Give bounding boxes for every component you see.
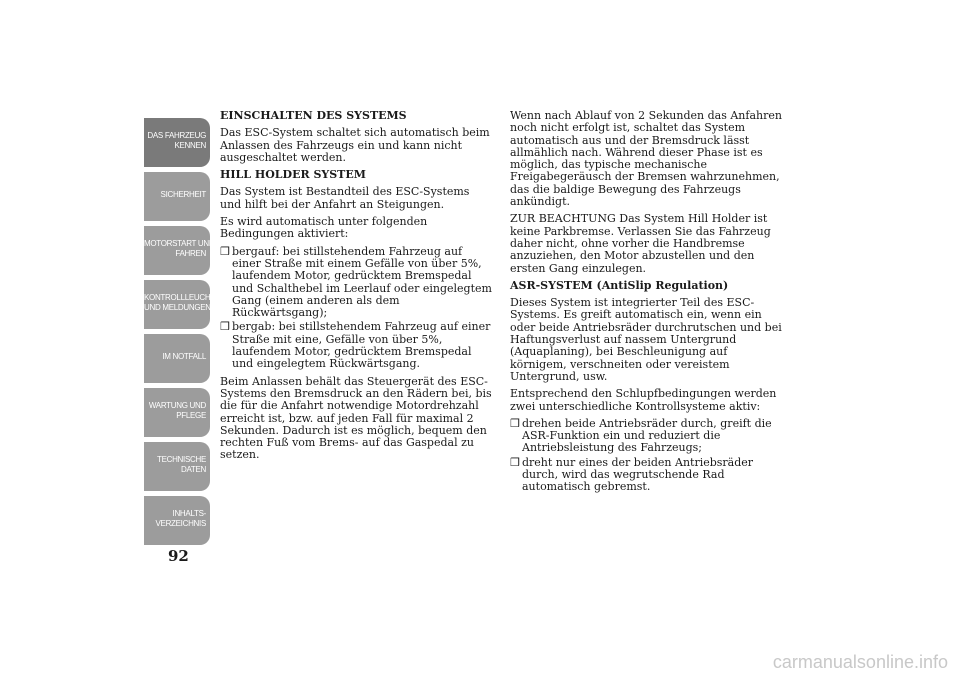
- list-item: ❒ bergab: bei stillstehendem Fahrzeug auf einer Straße mit eine, Gefälle von über 5%, laufendem Motor, gedrücktem Bremspedal und eingelegtem Rückwärtsgang.: [220, 320, 491, 371]
- tab-im-notfall[interactable]: IM NOTFALL: [144, 334, 210, 383]
- tab-sicherheit[interactable]: SICHERHEIT: [144, 172, 210, 221]
- tab-kontrollleuchten[interactable]: KONTROLLLEUCHTEN UND MELDUNGEN: [144, 280, 210, 329]
- tab-inhaltsverzeichnis[interactable]: INHALTS- VERZEICHNIS: [144, 496, 210, 545]
- note-paragraph: ZUR BEACHTUNG Das System Hill Holder ist keine Parkbremse. Verlassen Sie das Fahrzeug daher nicht, ohne vorher die Handbremse anzuziehen, den Motor abzustellen und den ersten Gang einzulegen.: [510, 212, 771, 275]
- paragraph: Es wird automatisch unter folgenden Bedingungen aktiviert:: [220, 215, 428, 241]
- section-heading: EINSCHALTEN DES SYSTEMS: [220, 109, 407, 122]
- tab-wartung-und-pflege[interactable]: WARTUNG UND PFLEGE: [144, 388, 210, 437]
- checkbox-bullet-icon: ❒: [220, 320, 230, 334]
- control-list: [510, 418, 786, 494]
- paragraph: Wenn nach Ablauf von 2 Sekunden das Anfahren noch nicht erfolgt ist, schaltet das System automatisch aus und der Bremsdruck lässt allmählich nach. Während dieser Phase ist es möglich, das typische mechanische Freigabegeräusch der Bremsen wahrzunehmen, das die baldige Bewegung des Fahrzeugs ankündigt.: [510, 109, 782, 209]
- paragraph: Entsprechend den Schlupfbedingungen werden zwei unterschiedliche Kontrollsysteme aktiv:: [510, 387, 777, 413]
- list-item: ❒ bergauf: bei stillstehendem Fahrzeug auf einer Straße mit einem Gefälle von über 5%, laufendem Motor, gedrücktem Bremspedal und Schalthebel im Leerlauf oder eingelegtem Gang (einem anderen als dem Rückwärtsgang);: [220, 244, 492, 320]
- condition-list: [220, 246, 494, 371]
- chapter-sidebar: [144, 118, 226, 550]
- paragraph: Das ESC-System schaltet sich automatisch beim Anlassen des Fahrzeugs ein und kann nicht ausgeschaltet werden.: [220, 126, 490, 164]
- watermark: carmanualsonline.info: [772, 652, 948, 672]
- checkbox-bullet-icon: ❒: [510, 455, 520, 469]
- text-column-right: [510, 110, 786, 499]
- checkbox-bullet-icon: ❒: [220, 244, 230, 258]
- list-item: ❒ drehen beide Antriebsräder durch, greift die ASR-Funktion ein und reduziert die Antriebsleistung des Fahrzeugs;: [510, 416, 772, 455]
- list-item: ❒ dreht nur eines der beiden Antriebsräder durch, wird das wegrutschende Rad automatisch gebremst.: [510, 455, 754, 494]
- text-column-left: [220, 110, 494, 467]
- page-number: 92: [168, 547, 189, 565]
- tab-motorstart-und-fahren[interactable]: MOTORSTART UND FAHREN: [144, 226, 210, 275]
- tab-technische-daten[interactable]: TECHNISCHE DATEN: [144, 442, 210, 491]
- section-heading: HILL HOLDER SYSTEM: [220, 168, 366, 182]
- paragraph: Dieses System ist integrierter Teil des ESC-Systems. Es greift automatisch ein, wenn ein oder beide Antriebsräder durchrutschen und bei Haftungsverlust auf nassem Untergrund (Aquaplaning), bei Beschleunigung auf körnigem, verschneiten oder vereistem Untergrund, usw.: [510, 296, 782, 383]
- section-heading: ASR-SYSTEM (AntiSlip Regulation): [510, 278, 729, 292]
- tab-das-fahrzeug-kennen[interactable]: DAS FAHRZEUG KENNEN: [144, 118, 210, 167]
- paragraph: Beim Anlassen behält das Steuergerät des ESC-Systems den Bremsdruck an den Rädern bei, bis die für die Anfahrt notwendige Motordrehzahl erreicht ist, bzw. auf jeden Fall für maximal 2 Sekunden. Dadurch ist es möglich, bequem den rechten Fuß vom Brems- auf das Gaspedal zu setzen.: [220, 374, 492, 462]
- checkbox-bullet-icon: ❒: [510, 416, 520, 430]
- paragraph: Das System ist Bestandteil des ESC-Systems und hilft bei der Anfahrt an Steigungen.: [220, 185, 470, 211]
